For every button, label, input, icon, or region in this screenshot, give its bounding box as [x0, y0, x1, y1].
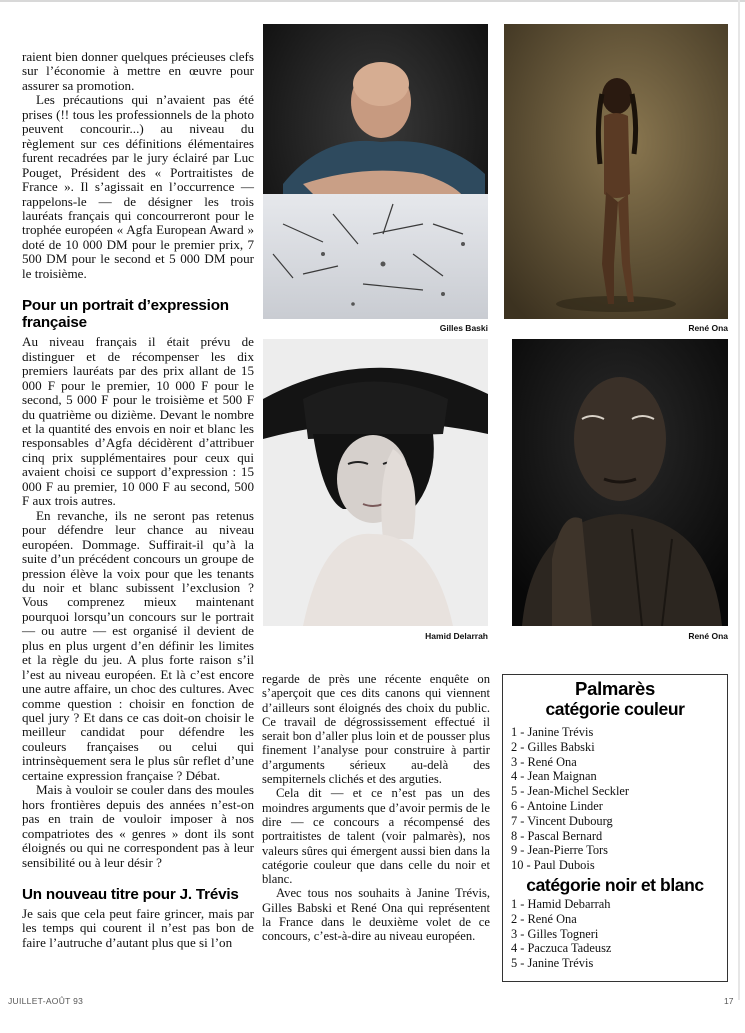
list-item: 2 - Gilles Babski	[511, 739, 595, 754]
bw-winners-list	[511, 897, 719, 971]
page-number: 17	[724, 996, 734, 1006]
article-paragraph: En revanche, ils ne seront pas retenus pour défendre leur chance au niveau européen. Dommage. Suffirait-il qu’à la suite d’un précédent concours un groupe de pression élève la voix pour que les tenants du noir et blanc subissent l’exclusion ? Vous comprenez mieux maintenant pourquoi lorsqu’un concours sur le portrait — ou autre — est organisé il devient de plus en plus urgent d’en définir les limites et la règle du jeu. A plus forte raison s’il l’est au niveau européen. Et là c’est encore une autre affaire, un choc des cultures. Avec comme question : choisir en fonction de quel jury ? Et dans ce cas doit-on choisir le meilleur candidat pour défendre les couleurs françaises ou celui qui intrinsèquement sera le plus sûr reflet d’une certaine expression française ? Débat.	[22, 507, 254, 783]
list-item: 10 - Paul Dubois	[511, 858, 595, 873]
article-paragraph: Mais à vouloir se couler dans des moules hors frontières depuis des années n’est-on pas en train de vouloir imposer à nos compatriotes des « genres » dont ils sont éloignés ou qui ne correspondent pas à leur sensibilité ou à leur désir ?	[22, 782, 254, 870]
list-item: 9 - Jean-Pierre Tors	[511, 843, 608, 858]
photo-caption: Hamid Delarrah	[425, 631, 488, 641]
list-item: 4 - Jean Maignan	[511, 769, 597, 784]
middle-text-column	[262, 672, 490, 944]
article-paragraph: Je sais que cela peut faire grincer, mais par les temps qui courent il n’est pas bon de faire l’autruche d’autant plus que si l’on	[22, 906, 254, 950]
list-item: 5 - Jean-Michel Seckler	[511, 784, 630, 799]
list-item: 3 - Gilles Togneri	[511, 926, 599, 941]
photo-caption: René Ona	[688, 323, 728, 333]
photo-caption: Gilles Baski	[439, 323, 488, 333]
section-heading: Un nouveau titre pour J. Trévis	[22, 886, 239, 904]
list-item: 1 - Janine Trévis	[511, 725, 594, 739]
list-item: 5 - Janine Trévis	[511, 956, 594, 971]
color-category-heading: catégorie couleur	[545, 699, 685, 719]
bw-category-heading: catégorie noir et blanc	[526, 874, 704, 895]
left-text-column	[22, 50, 254, 950]
list-item: 7 - Vincent Dubourg	[511, 813, 613, 828]
photo-caption: René Ona	[688, 631, 728, 641]
article-paragraph: raient bien donner quelques précieuses clefs sur l’économie à mettre en œuvre pour assurer sa promotion.	[22, 49, 254, 93]
palmares-box	[502, 674, 728, 982]
list-item: 3 - René Ona	[511, 754, 577, 769]
color-winners-list	[511, 725, 719, 873]
article-paragraph: Les précautions qui n’avaient pas été prises (!! tous les professionnels de la photo peuvent concourir...) au niveau du règlement sur ces définitions élémentaires furent recadrées par le jury éclairé par Luc Pouget, Président des « Portraitistes de France ». Il s’agissait en l’occurrence — rappelons-le — de désigner les trois lauréats français qui concourreront pour le trophée européen « Agfa European Award » doté de 10 000 DM pour le premier prix, 7 500 DM pour le second et 5 000 DM pour le troisième.	[22, 92, 254, 281]
portrait-photo	[504, 24, 728, 319]
palmares-title: Palmarès	[575, 678, 655, 699]
portrait-photo	[263, 24, 488, 319]
page-edge	[738, 0, 740, 1000]
list-item: 1 - Hamid Debarrah	[511, 896, 611, 911]
section-heading: Pour un portrait d’expression française	[22, 297, 229, 332]
article-paragraph: Avec tous nos souhaits à Janine Trévis, Gilles Babski et René Ona qui représentent la France dans le deuxième volet de ce concours, c’est-à-dire au niveau européen.	[262, 886, 490, 944]
issue-footer: JUILLET-AOÛT 93	[8, 996, 84, 1006]
portrait-photo	[263, 339, 488, 626]
top-rule	[0, 0, 745, 2]
article-paragraph: Au niveau français il était prévu de distinguer et de récompenser les dix premiers lauréats par des prix allant de 15 000 F pour le premier, 10 000 F pour le second, 5 000 F pour le troisième et 500 F du quatrième ou dizième. Devant le nombre et la quantité des envois en noir et blanc les responsables d’Agfa décidèrent d’attribuer cinq prix supplémentaires pour ceux qui avaient choisi ce support d’expression : 15 000 F au premier, 10 000 F au second, 500 F aux trois autres.	[22, 334, 254, 509]
portrait-photo	[512, 339, 728, 626]
list-item: 8 - Pascal Bernard	[511, 828, 603, 843]
article-paragraph: regarde de près une récente enquête on s’aperçoit que ces dits canons qui viennent d’ailleurs sont éloignés des choix du public. Ce travail de dégrossissement effectué il serait bon d’aller plus loin et de pousser plus finement l’analyse pour construire à partir d’arguments sérieux au-delà des sempiternels clichés et des arguties.	[262, 672, 490, 787]
article-paragraph: Cela dit — et ce n’est pas un des moindres arguments que d’avoir permis de le dire — ce concours a récompensé des portraitistes de talent (voir palmarès), nos valeurs sûres qui émergent aussi bien dans la catégorie couleur que dans celle du noir et blanc.	[262, 786, 490, 887]
list-item: 2 - René Ona	[511, 911, 577, 926]
list-item: 6 - Antoine Linder	[511, 798, 603, 813]
list-item: 4 - Paczuca Tadeusz	[511, 941, 612, 956]
